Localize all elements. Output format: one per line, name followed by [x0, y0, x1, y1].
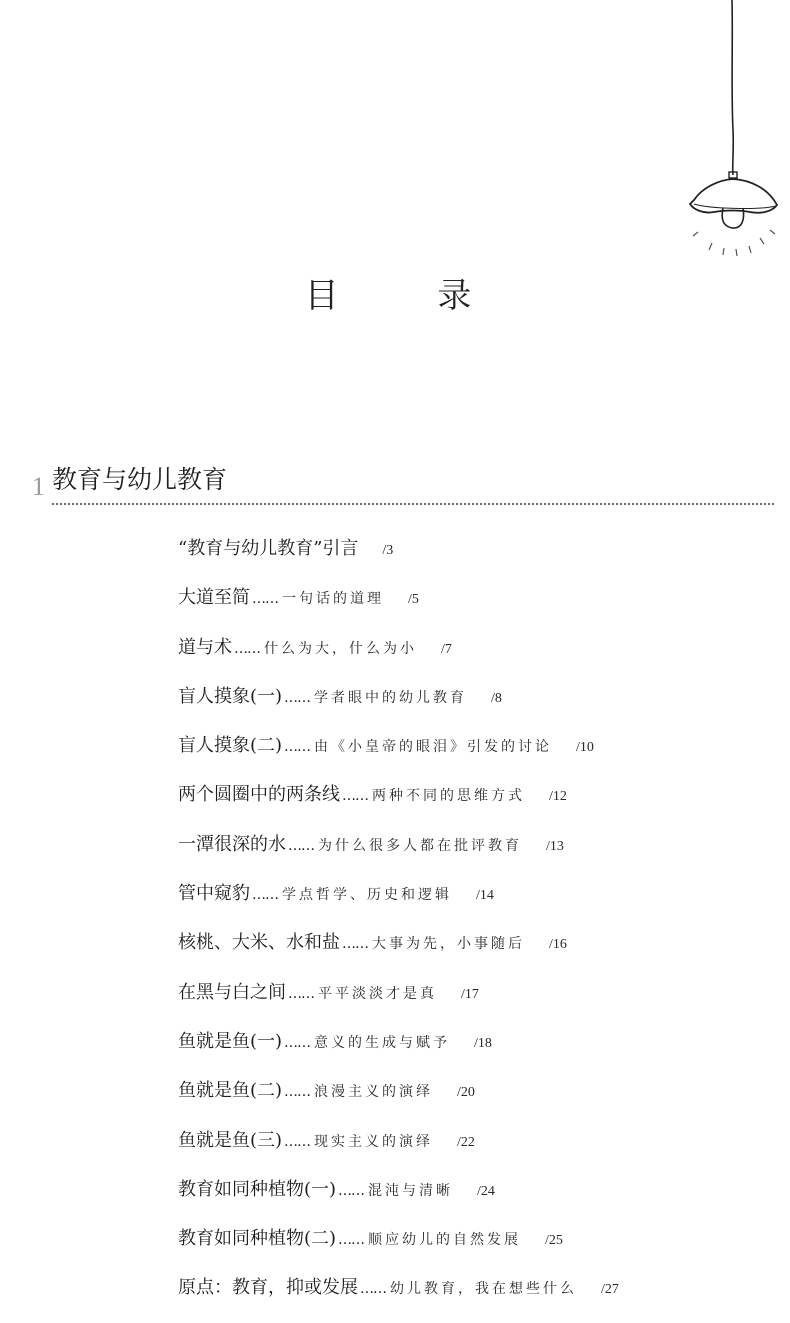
toc-item-page: /16: [549, 937, 567, 953]
toc-item[interactable]: [178, 1175, 778, 1224]
toc-item-title: 教育如同种植物(一): [178, 1178, 337, 1200]
toc-item-page: /8: [491, 690, 502, 706]
toc-item-page: /17: [461, 986, 479, 1002]
toc-item-leader: ……: [284, 1084, 311, 1101]
toc-item-title: 两个圆圈中的两条线: [178, 784, 340, 806]
toc-item-subtitle: 平平淡淡才是真: [318, 985, 437, 1002]
toc-item-page: /18: [474, 1035, 492, 1051]
toc-item[interactable]: [178, 682, 778, 731]
toc-item-leader: ……: [284, 739, 311, 756]
toc-item-page: /13: [546, 838, 564, 854]
toc-item-title: 盲人摸象(二): [178, 735, 283, 757]
toc-item-title: 管中窥豹: [178, 883, 250, 905]
toc-item-leader: ……: [252, 887, 278, 904]
toc-item-page: /22: [457, 1134, 475, 1150]
section-number: 1: [32, 472, 45, 501]
toc-item-subtitle: 为什么很多人都在批评教育: [318, 837, 522, 854]
toc-item-title: 一潭很深的水: [178, 833, 286, 855]
toc-item-subtitle: 学者眼中的幼儿教育: [314, 689, 468, 706]
toc-item-leader: ……: [234, 640, 260, 657]
dotted-divider: [52, 503, 774, 505]
toc-item-page: /25: [545, 1233, 563, 1249]
toc-item-leader: ……: [342, 936, 368, 953]
toc-item-subtitle: 幼儿教育，我在想些什么: [390, 1281, 577, 1298]
toc-item-page: /5: [408, 592, 419, 608]
toc-item-leader: ……: [338, 1182, 365, 1199]
toc-item-title: 鱼就是鱼(一): [178, 1030, 283, 1052]
toc-item-subtitle: 意义的生成与赋予: [314, 1034, 451, 1051]
toc-item-leader: ……: [288, 985, 314, 1002]
toc-item-leader: ……: [284, 1034, 311, 1051]
section-title: 教育与幼儿教育: [52, 465, 228, 494]
toc-item[interactable]: [178, 1027, 778, 1076]
toc-item-title: 核桃、大米、水和盐: [178, 932, 340, 954]
toc-item-page: /10: [576, 740, 594, 756]
toc-item-page: /14: [476, 888, 494, 904]
toc-item-title: 大道至简: [178, 587, 250, 609]
toc-item-title: 在黑与白之间: [178, 981, 286, 1003]
toc-item-subtitle: 现实主义的演绎: [314, 1133, 434, 1150]
toc-item[interactable]: [178, 731, 778, 780]
toc-item-subtitle: 顺应幼儿的自然发展: [368, 1232, 522, 1249]
toc-item[interactable]: [178, 534, 778, 583]
toc-item[interactable]: [178, 1273, 778, 1322]
toc-list: [178, 534, 778, 1323]
toc-item-leader: ……: [284, 689, 311, 706]
toc-item-subtitle: 学点哲学、历史和逻辑: [282, 887, 452, 904]
toc-item-subtitle: 两种不同的思维方式: [372, 788, 525, 805]
toc-item-page: /7: [441, 641, 452, 657]
toc-item[interactable]: [178, 1126, 778, 1175]
toc-item-subtitle: 由《小皇帝的眼泪》引发的讨论: [314, 739, 553, 756]
toc-item[interactable]: [178, 583, 778, 632]
toc-item-title: 鱼就是鱼(二): [178, 1080, 283, 1102]
toc-item-title: “教育与幼儿教育”引言: [178, 538, 359, 559]
toc-item-leader: ……: [288, 837, 314, 854]
toc-item-subtitle: 浪漫主义的演绎: [314, 1084, 434, 1101]
toc-item-title: 鱼就是鱼(三): [178, 1129, 283, 1151]
toc-item[interactable]: [178, 1076, 778, 1125]
toc-item-subtitle: 大事为先，小事随后: [372, 936, 525, 953]
toc-item-leader: ……: [360, 1281, 386, 1298]
toc-item-page: /12: [549, 789, 567, 805]
toc-item[interactable]: [178, 633, 778, 682]
toc-item-leader: ……: [284, 1133, 311, 1150]
toc-item-title: 道与术: [178, 636, 232, 658]
toc-item-leader: ……: [252, 591, 278, 608]
toc-item[interactable]: [178, 1224, 778, 1273]
hanging-lamp-icon: [680, 0, 790, 270]
toc-item-title: 盲人摸象(一): [178, 685, 283, 707]
toc-item[interactable]: [178, 879, 778, 928]
toc-item[interactable]: [178, 830, 778, 879]
toc-item-page: /27: [601, 1282, 619, 1298]
toc-item-page: /24: [477, 1183, 495, 1199]
toc-item-title: 教育如同种植物(二): [178, 1228, 337, 1250]
toc-item-page: /20: [457, 1085, 475, 1101]
page-title: 目 录: [304, 276, 516, 316]
toc-item[interactable]: [178, 928, 778, 977]
toc-item-title: 原点：教育，抑或发展: [178, 1277, 358, 1299]
toc-item-leader: ……: [342, 788, 368, 805]
toc-item-subtitle: 什么为大，什么为小: [264, 640, 417, 657]
toc-item-subtitle: 混沌与清晰: [368, 1182, 454, 1199]
toc-item-leader: ……: [338, 1232, 365, 1249]
toc-item[interactable]: [178, 780, 778, 829]
toc-item[interactable]: [178, 978, 778, 1027]
toc-item-subtitle: 一句话的道理: [282, 591, 384, 608]
toc-item-page: /3: [382, 543, 394, 558]
